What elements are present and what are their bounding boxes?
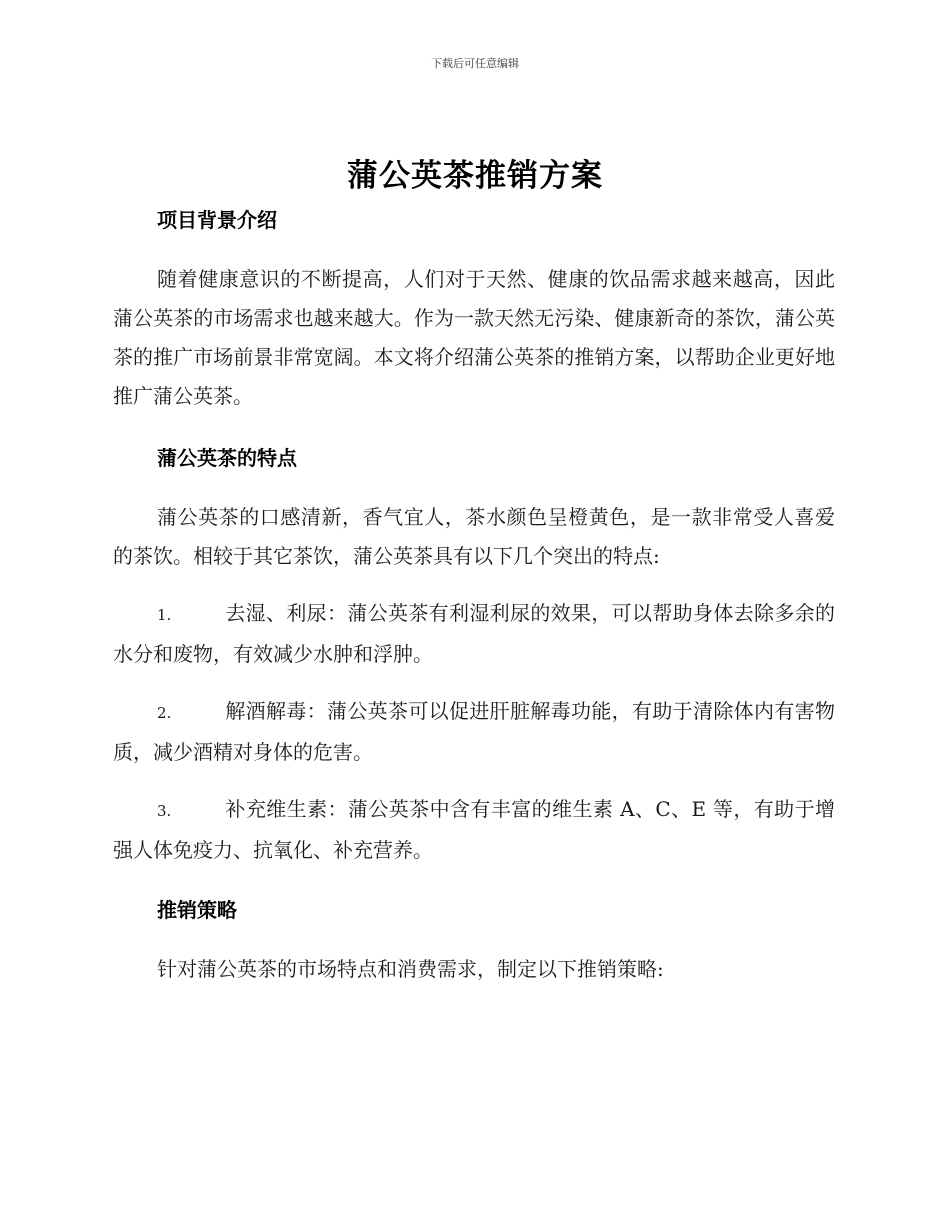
section-heading-background: 项目背景介绍 bbox=[157, 208, 277, 232]
document-title: 蒲公英茶推销方案 bbox=[347, 158, 603, 194]
list-item bbox=[113, 790, 835, 870]
list-item-text: 去湿、利尿：蒲公英茶有利湿利尿的效果，可以帮助身体去除多余的水分和废物，有效减少水肿和浮肿。 bbox=[113, 601, 835, 666]
list-item bbox=[113, 692, 835, 772]
header-note: 下载后可任意编辑 bbox=[431, 57, 519, 70]
document-body bbox=[113, 200, 835, 989]
paragraph-background: 随着健康意识的不断提高，人们对于天然、健康的饮品需求越来越高，因此蒲公英茶的市场需求也越来越大。作为一款天然无污染、健康新奇的茶饮，蒲公英茶的推广市场前景非常宽阔。本文将介绍蒲公英茶的推销方案，以帮助企业更好地推广蒲公英茶。 bbox=[113, 267, 835, 408]
list-item-text: 补充维生素：蒲公英茶中含有丰富的维生素 A、C、E 等，有助于增强人体免疫力、抗氧化、补充营养。 bbox=[113, 797, 835, 862]
section-heading-features: 蒲公英茶的特点 bbox=[157, 446, 297, 470]
paragraph-strategy-intro: 针对蒲公英茶的市场特点和消费需求，制定以下推销策略: bbox=[157, 957, 664, 981]
paragraph-features-intro: 蒲公英茶的口感清新，香气宜人，茶水颜色呈橙黄色，是一款非常受人喜爱的茶饮。相较于其它茶饮，蒲公英茶具有以下几个突出的特点: bbox=[113, 505, 835, 568]
list-item-text: 解酒解毒：蒲公英茶可以促进肝脏解毒功能，有助于清除体内有害物质，减少酒精对身体的危害。 bbox=[113, 699, 835, 764]
section-heading-strategy: 推销策略 bbox=[157, 898, 237, 922]
list-number: 3. bbox=[157, 802, 172, 820]
list-item bbox=[113, 594, 835, 674]
list-number: 1. bbox=[157, 606, 172, 624]
list-number: 2. bbox=[157, 704, 172, 722]
